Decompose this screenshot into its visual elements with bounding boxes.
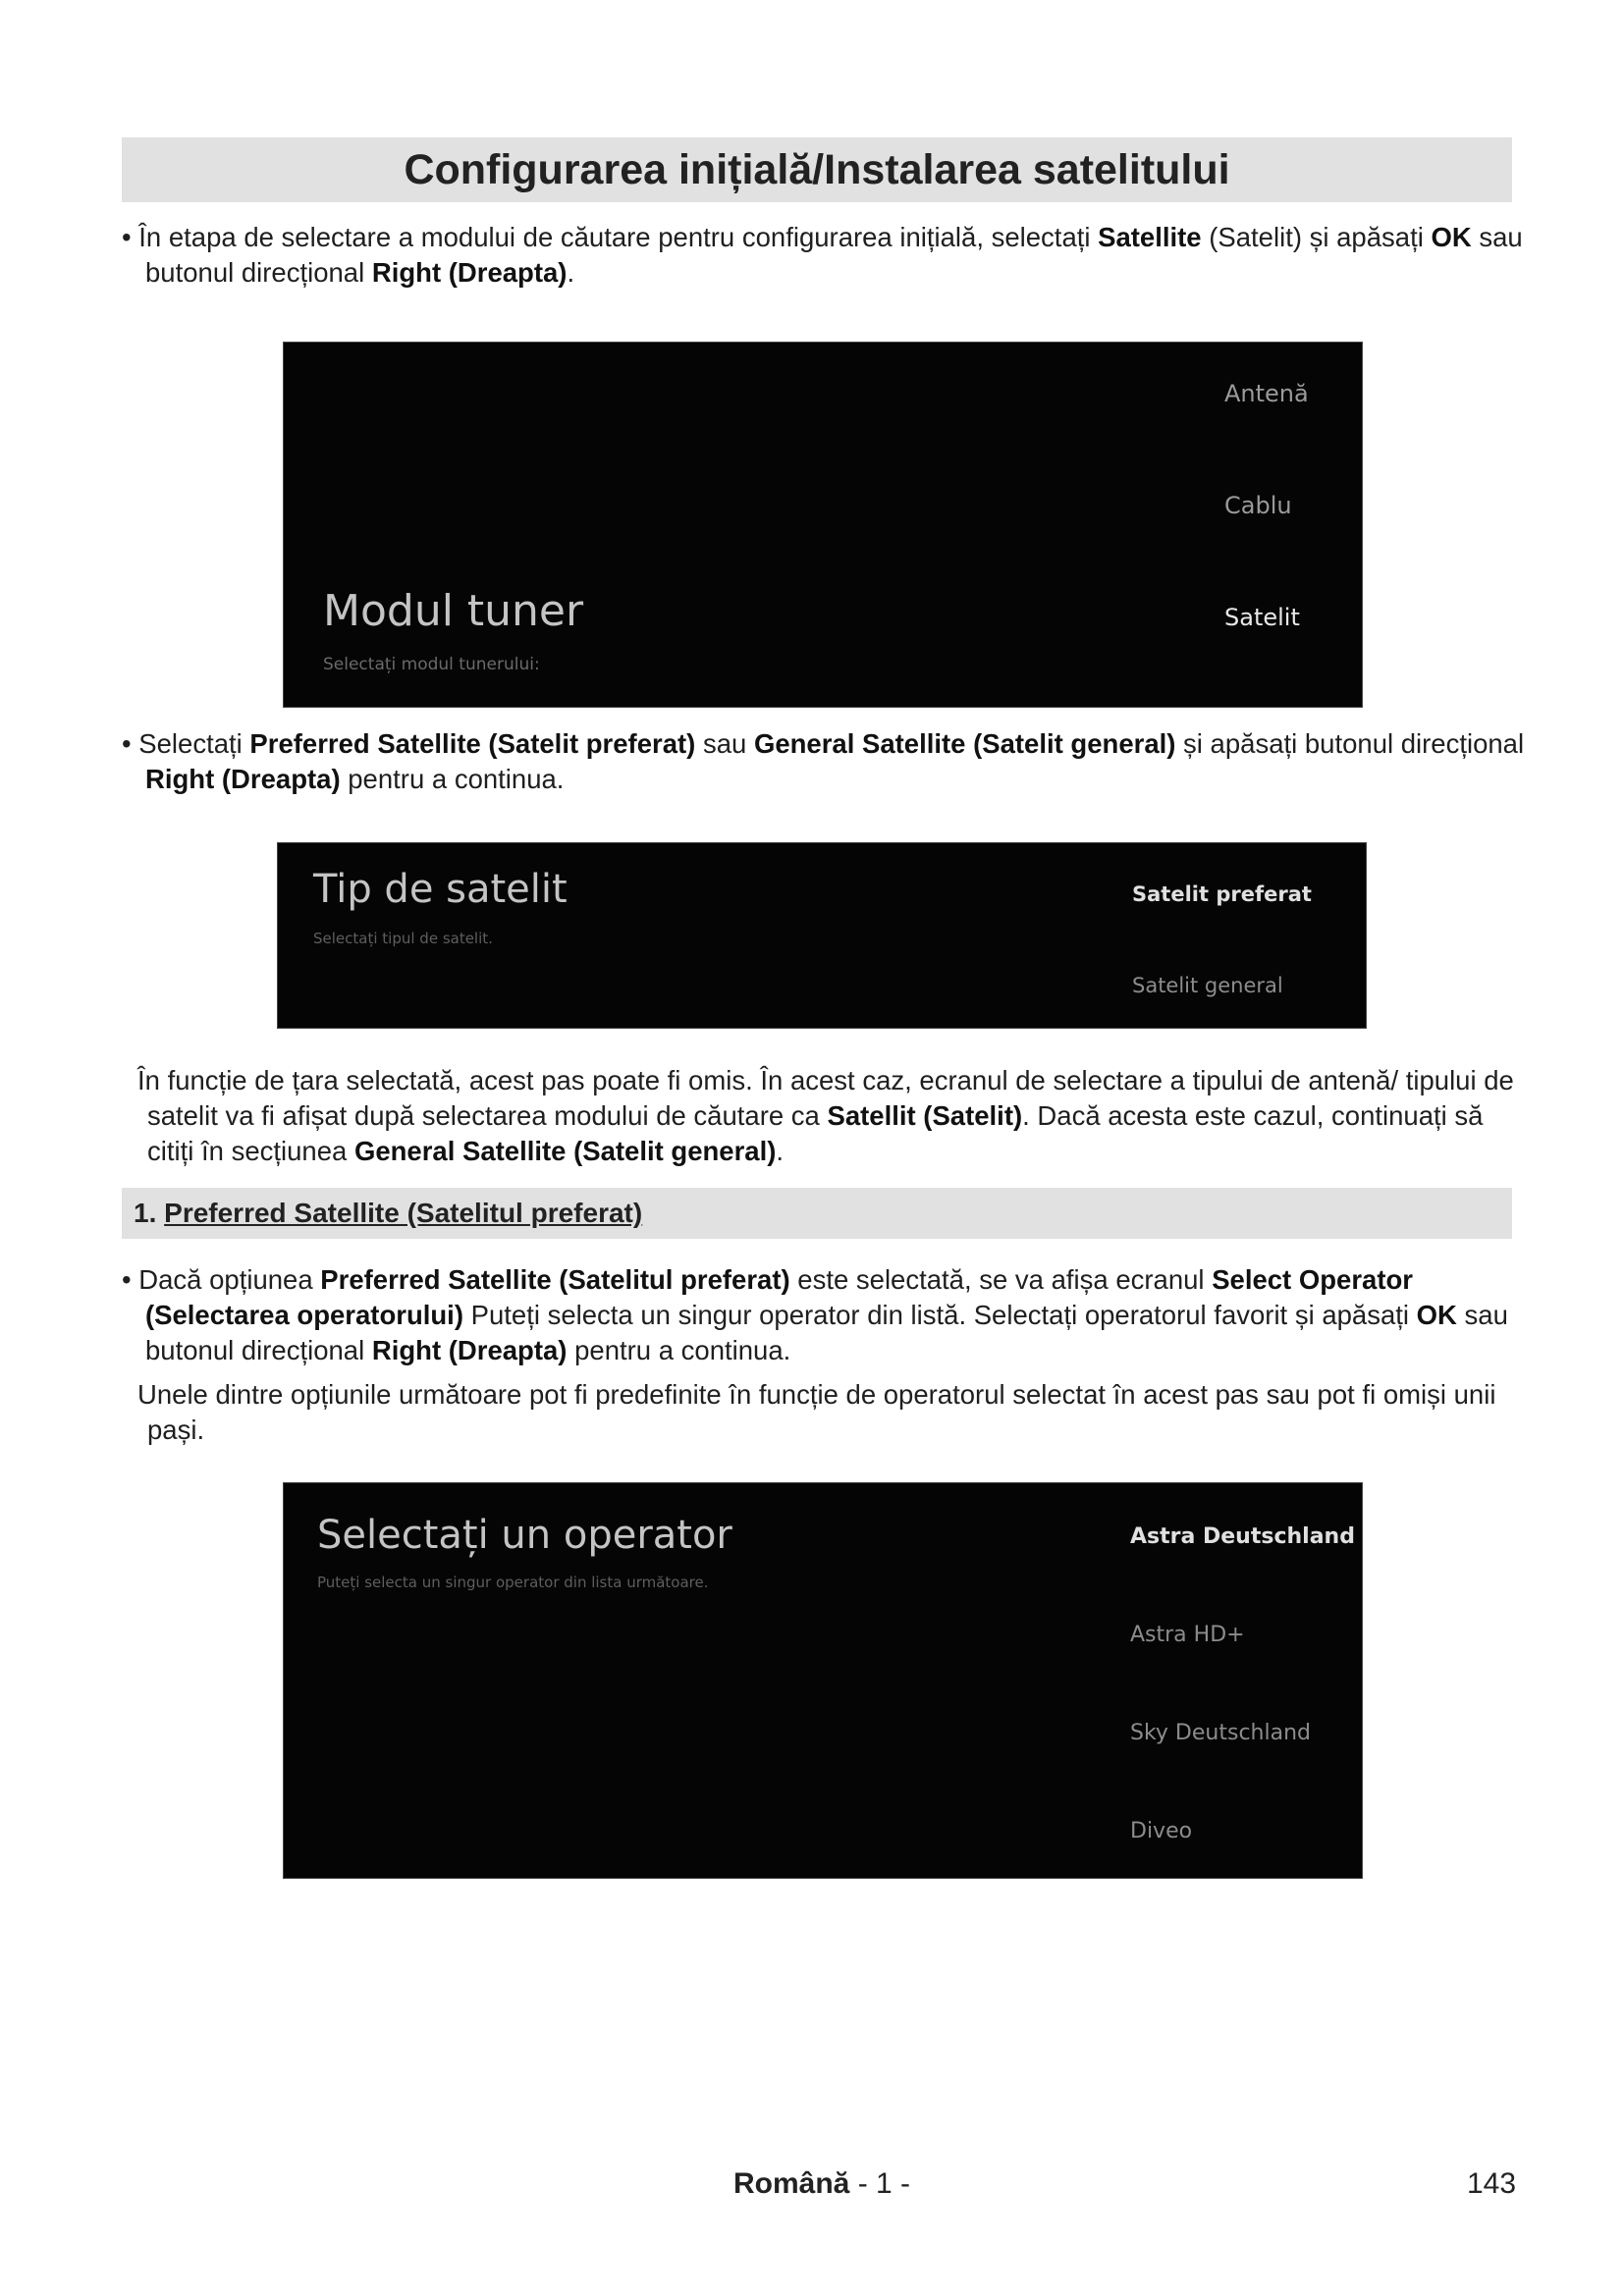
- option-satelit[interactable]: Satelit: [1224, 604, 1300, 631]
- page-title: Configurarea inițială/Instalarea satelitului: [122, 137, 1512, 202]
- bullet: •: [122, 222, 132, 252]
- instruction-paragraph-2: • Selectați Preferred Satellite (Satelit preferat) sau General Satellite (Satelit general) și apăsați butonul direcțional Right (Dreapta) pentru a continua.: [122, 728, 1525, 794]
- screen-subtitle: Selectați tipul de satelit.: [313, 930, 493, 947]
- section-number: 1.: [134, 1198, 157, 1228]
- page-number: 143: [1467, 2167, 1517, 2200]
- screen-subtitle: Selectați modul tunerului:: [323, 655, 540, 674]
- satellite-type-screenshot: [277, 842, 1367, 1029]
- screen-title: Selectați un operator: [317, 1513, 732, 1558]
- option-operator[interactable]: Diveo: [1130, 1819, 1193, 1843]
- option-operator[interactable]: Astra Deutschland: [1130, 1524, 1355, 1549]
- instruction-paragraph-3: • Dacă opțiunea Preferred Satellite (Satelitul preferat) este selectată, se va afișa ecranul Select Operator (Selectarea operatorului) Puteți selecta un singur operator din listă. Selectați operatorul favorit și apăsați OK sau butonul direcțional Right (Dreapta) pentru a continua.: [122, 1264, 1508, 1365]
- section-heading-preferred-satellite: [122, 1188, 1512, 1239]
- section-title: Preferred Satellite (Satelitul preferat): [164, 1198, 643, 1228]
- footer-language: Română - 1 -: [733, 2167, 911, 2200]
- option-operator[interactable]: Sky Deutschland: [1130, 1721, 1311, 1745]
- bullet: •: [122, 1264, 132, 1295]
- bullet: •: [122, 728, 132, 759]
- option-cablu[interactable]: Cablu: [1224, 492, 1292, 519]
- note-paragraph-2: Unele dintre opțiunile următoare pot fi predefinite în funcție de operatorul selectat în acest pas sau pot fi omiși unii pași.: [137, 1379, 1496, 1445]
- option-antena[interactable]: Antenă: [1224, 380, 1309, 407]
- instruction-paragraph-1: • În etapa de selectare a modului de căutare pentru configurarea inițială, selectați Satellite (Satelit) și apăsați OK sau butonul direcțional Right (Dreapta).: [122, 222, 1523, 288]
- option-operator[interactable]: Astra HD+: [1130, 1623, 1245, 1647]
- screen-subtitle: Puteți selecta un singur operator din lista următoare.: [317, 1574, 709, 1591]
- operator-select-screenshot: [283, 1482, 1363, 1879]
- option-satelit-preferat[interactable]: Satelit preferat: [1132, 882, 1312, 906]
- screen-title: Tip de satelit: [313, 867, 568, 912]
- tuner-mode-screenshot: [283, 342, 1363, 708]
- option-satelit-general[interactable]: Satelit general: [1132, 974, 1283, 997]
- note-paragraph: În funcție de țara selectată, acest pas poate fi omis. În acest caz, ecranul de selectare a tipului de antenă/ tipului de satelit va fi afișat după selectarea modului de căutare ca Satellit (Satelit). Dacă acesta este cazul, continuați să citiți în secțiunea General Satellite (Satelit general).: [137, 1065, 1514, 1166]
- screen-title: Modul tuner: [323, 586, 584, 636]
